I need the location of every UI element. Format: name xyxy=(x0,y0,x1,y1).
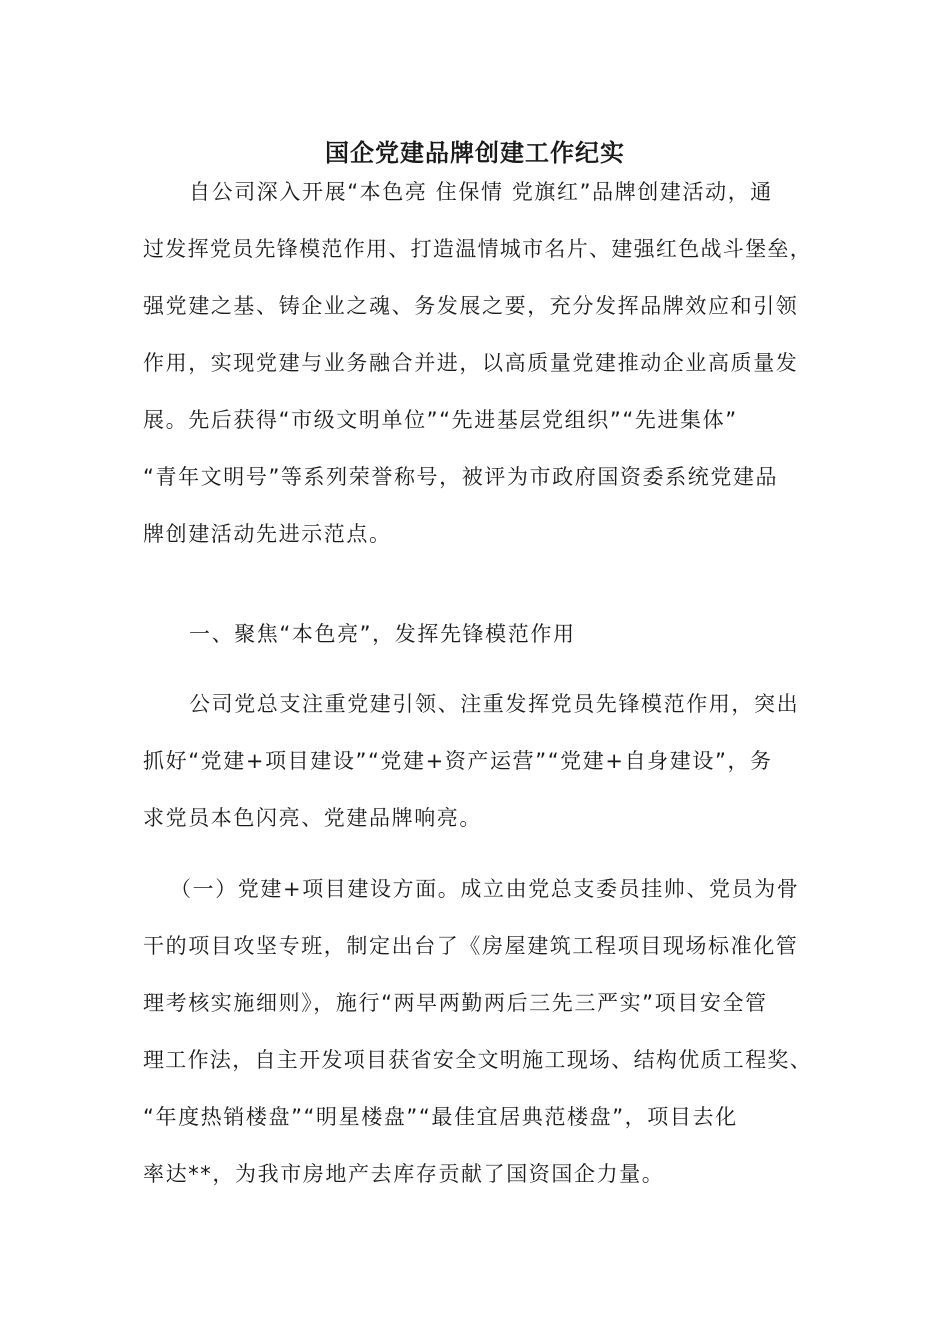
intro-line: “青年文明号”等系列荣誉称号，被评为市政府国资委系统党建品 xyxy=(143,465,779,489)
intro-line: 展。先后获得“市级文明单位”“先进基层党组织”“先进集体” xyxy=(143,408,738,432)
subsection1-line: “年度热销楼盘”“明星楼盘”“最佳宜居典范楼盘”，项目去化 xyxy=(143,1105,738,1129)
intro-line: 作用，实现党建与业务融合并进，以高质量党建推动企业高质量发 xyxy=(143,351,799,375)
subsection1-line: 率达**，为我市房地产去库存贡献了国资国企力量。 xyxy=(143,1162,665,1186)
subsection1-line: 干的项目攻坚专班，制定出台了《房屋建筑工程项目现场标准化管 xyxy=(143,934,799,958)
section1-line: 求党员本色闪亮、党建品牌响亮。 xyxy=(143,806,482,830)
subsection1-line: 理考核实施细则》，施行“两早两勤两后三先三严实”项目安全管 xyxy=(143,991,768,1015)
subsection1-line: （一）党建+项目建设方面。成立由党总支委员挂帅、党员为骨 xyxy=(170,877,800,901)
intro-line: 自公司深入开展“本色亮 住保情 党旗红”品牌创建活动，通 xyxy=(189,180,773,204)
section1-line: 公司党总支注重党建引领、注重发挥党员先锋模范作用，突出 xyxy=(189,692,800,716)
intro-line: 强党建之基、铸企业之魂、务发展之要，充分发挥品牌效应和引领 xyxy=(143,294,799,318)
intro-line: 过发挥党员先锋模范作用、打造温情城市名片、建强红色战斗堡垒， xyxy=(143,237,812,261)
section-heading: 一、聚焦“本色亮”，发挥先锋模范作用 xyxy=(189,622,576,646)
section1-line: 抓好“党建+项目建设”“党建+资产运营”“党建+自身建设”，务 xyxy=(143,749,773,773)
subsection1-line: 理工作法，自主开发项目获省安全文明施工现场、结构优质工程奖、 xyxy=(143,1048,812,1072)
document-title: 国企党建品牌创建工作纪实 xyxy=(325,139,625,167)
intro-line: 牌创建活动先进示范点。 xyxy=(143,522,392,546)
